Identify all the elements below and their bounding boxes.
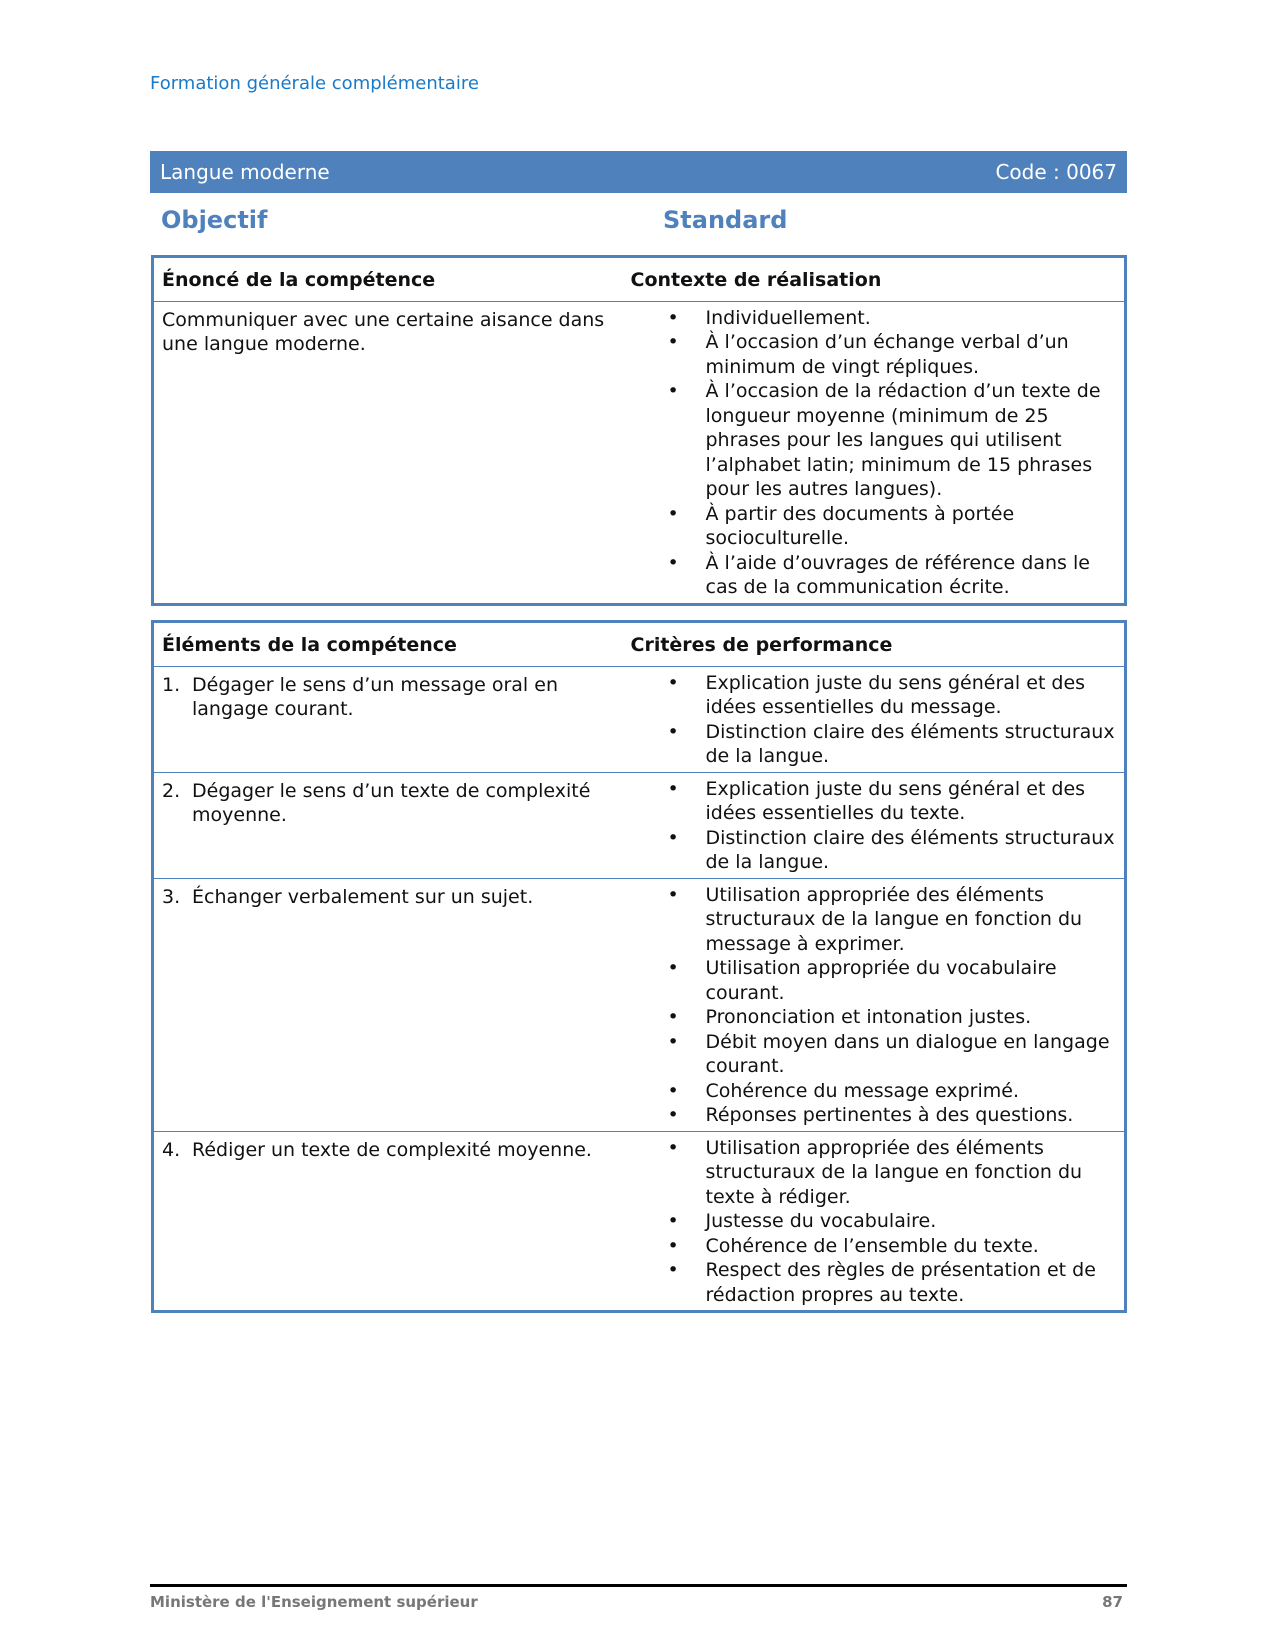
contexte-item: • À partir des documents à portée socioculturelle. (631, 502, 1117, 551)
table-row (153, 1131, 1126, 1312)
element-number: 4. (162, 1138, 181, 1161)
col-header-enonce: Énoncé de la compétence (162, 269, 436, 291)
criteria-list (631, 883, 1117, 1128)
elements-table (151, 620, 1127, 1313)
heading-objectif: Objectif (161, 206, 268, 234)
element-text: Échanger verbalement sur un sujet. (192, 885, 534, 908)
criterion-item: • Utilisation appropriée des éléments structuraux de la langue en fonction du texte à rédiger. (631, 1136, 1117, 1210)
running-header: Formation générale complémentaire (150, 73, 479, 94)
element-item (162, 673, 615, 722)
col-header-criteres: Critères de performance (630, 634, 893, 656)
criteria-list (631, 671, 1117, 769)
element-number: 1. (162, 673, 181, 696)
contexte-item: • À l’occasion de la rédaction d’un texte de longueur moyenne (minimum de 25 phrases pour les langues qui utilisent l’alphabet latin; minimum de 15 phrases pour les autres langues). (631, 379, 1117, 502)
criterion-item: • Prononciation et intonation justes. (631, 1005, 1117, 1030)
contexte-item: • À l’aide d’ouvrages de référence dans le cas de la communication écrite. (631, 551, 1117, 600)
criterion-item: • Distinction claire des éléments structuraux de la langue. (631, 826, 1117, 875)
criterion-item: • Respect des règles de présentation et de rédaction propres au texte. (631, 1258, 1117, 1307)
table-row (153, 772, 1126, 878)
contexte-item: • À l’occasion d’un échange verbal d’un minimum de vingt répliques. (631, 330, 1117, 379)
element-item (162, 779, 615, 828)
criterion-item: • Utilisation appropriée du vocabulaire courant. (631, 956, 1117, 1005)
table-row (153, 666, 1126, 772)
criterion-item: • Explication juste du sens général et des idées essentielles du texte. (631, 777, 1117, 826)
criterion-item: • Explication juste du sens général et des idées essentielles du message. (631, 671, 1117, 720)
element-number: 2. (162, 779, 181, 802)
element-item (162, 885, 615, 910)
enonce-text: Communiquer avec une certaine aisance dans une langue moderne. (153, 301, 623, 604)
criteria-list (631, 1136, 1117, 1308)
criterion-item: • Distinction claire des éléments structuraux de la langue. (631, 720, 1117, 769)
col-header-elements: Éléments de la compétence (162, 634, 457, 656)
criteria-list (631, 777, 1117, 875)
competence-table (151, 255, 1127, 606)
heading-standard: Standard (663, 206, 788, 234)
element-text: Dégager le sens d’un texte de complexité moyenne. (192, 779, 591, 826)
course-code: Code : 0067 (995, 160, 1117, 184)
col-header-contexte: Contexte de réalisation (630, 269, 882, 291)
element-number: 3. (162, 885, 181, 908)
criterion-item: • Débit moyen dans un dialogue en langage courant. (631, 1030, 1117, 1079)
element-text: Dégager le sens d’un message oral en langage courant. (192, 673, 558, 720)
element-text: Rédiger un texte de complexité moyenne. (192, 1138, 592, 1161)
footer (150, 1593, 1127, 1611)
criterion-item: • Cohérence de l’ensemble du texte. (631, 1234, 1117, 1259)
footer-publisher: Ministère de l'Enseignement supérieur (150, 1593, 478, 1611)
criterion-item: • Justesse du vocabulaire. (631, 1209, 1117, 1234)
course-banner (150, 151, 1127, 193)
page-number: 87 (1102, 1593, 1123, 1611)
footer-rule (150, 1584, 1127, 1587)
course-title: Langue moderne (160, 160, 330, 184)
contexte-list (631, 306, 1117, 600)
contexte-item: • Individuellement. (631, 306, 1117, 331)
criterion-item: • Utilisation appropriée des éléments structuraux de la langue en fonction du message à exprimer. (631, 883, 1117, 957)
element-item (162, 1138, 615, 1163)
table-row (153, 878, 1126, 1131)
criterion-item: • Réponses pertinentes à des questions. (631, 1103, 1117, 1128)
criterion-item: • Cohérence du message exprimé. (631, 1079, 1117, 1104)
